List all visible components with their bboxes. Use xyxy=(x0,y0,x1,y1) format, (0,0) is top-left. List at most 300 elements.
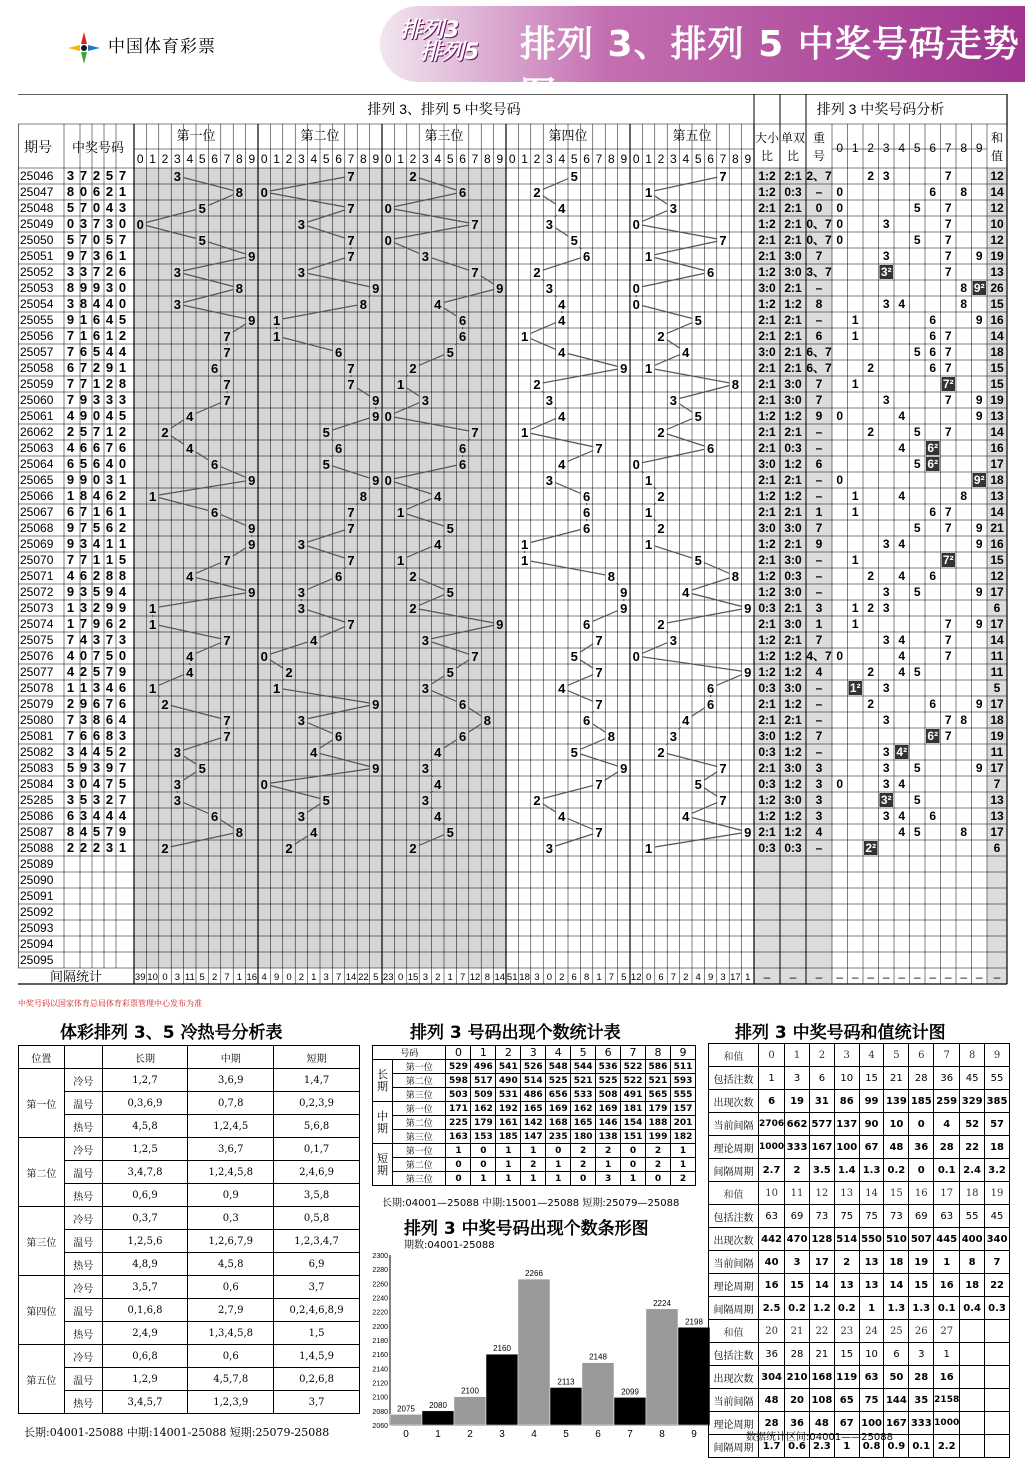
sum-cell: 28 xyxy=(934,1136,960,1159)
trend-marker: 2 xyxy=(409,841,417,856)
digit-header: 7 xyxy=(223,152,231,166)
trend-marker: 0 xyxy=(136,217,144,232)
analysis-digit: 2 xyxy=(867,569,875,583)
digit-header: 1 xyxy=(397,152,404,166)
period-label: 25072 xyxy=(20,585,54,599)
sum-cell: 1 xyxy=(859,1297,884,1320)
size-ratio: 1:2 xyxy=(758,809,776,823)
source-note: 中奖号码以国家体育总局体育彩票管理中心发布为准 xyxy=(18,999,202,1008)
count-cell: 第三位 xyxy=(392,1088,446,1102)
sum-label: 出现次数 xyxy=(709,1090,759,1113)
analysis-digit: 2² xyxy=(865,841,877,855)
number-digit: 0 xyxy=(118,456,127,471)
count-cell: 185 xyxy=(496,1130,521,1144)
count-cell: 544 xyxy=(571,1060,596,1074)
trend-marker: 6 xyxy=(582,713,591,728)
trend-marker: 4 xyxy=(310,825,318,840)
period-label: 25082 xyxy=(20,745,54,759)
number-digit: 4 xyxy=(79,744,88,759)
number-digit: 5 xyxy=(118,312,127,327)
number-digit: 1 xyxy=(66,600,75,615)
count-cell: 165 xyxy=(571,1116,596,1130)
trend-marker: 8 xyxy=(235,825,244,840)
trend-marker: 1 xyxy=(148,681,157,696)
analysis-digit-header: 2 xyxy=(867,141,875,155)
odd-ratio: 3:0 xyxy=(784,521,802,535)
pos-header-4: 第四位 xyxy=(548,128,588,143)
digit-header: 0 xyxy=(384,152,392,166)
period-label: 25050 xyxy=(20,233,54,247)
analysis-digit: 5 xyxy=(913,825,921,839)
count-cell: 第二位 xyxy=(392,1158,446,1172)
analysis-digit: 3 xyxy=(882,713,890,727)
trend-marker: 9 xyxy=(372,761,380,776)
sum-value: 17 xyxy=(990,761,1004,775)
analysis-digit: 8 xyxy=(960,281,968,295)
trend-marker: 7 xyxy=(347,361,355,376)
sum-cell: 577 xyxy=(809,1113,834,1136)
trend-marker: 7 xyxy=(223,553,231,568)
sum-cell: 128 xyxy=(809,1228,834,1251)
odd-ratio: 1:2 xyxy=(784,457,802,471)
period-label: 25046 xyxy=(20,169,54,183)
trend-marker: 7 xyxy=(595,777,603,792)
stat-dash: – xyxy=(929,970,937,984)
trend-marker: 6 xyxy=(582,505,591,520)
bar-value-label: 2099 xyxy=(621,1387,639,1397)
cold-cell: 4,5,8 xyxy=(188,1253,274,1276)
size-ratio: 1:2 xyxy=(758,649,776,663)
number-digit: 6 xyxy=(92,328,101,343)
number-digit: 6 xyxy=(105,712,114,727)
digit-header: 2 xyxy=(285,152,293,166)
cold-row xyxy=(19,1184,360,1207)
stat-dash: – xyxy=(898,970,906,984)
analysis-digit: 3 xyxy=(882,169,890,183)
bar-2 xyxy=(454,1397,486,1425)
brand-name: 中国体育彩票 xyxy=(108,37,216,57)
count-cell: 514 xyxy=(521,1074,546,1088)
number-digit: 2 xyxy=(66,424,75,439)
number-digit: 6 xyxy=(79,568,88,583)
sum-cell: 0.1 xyxy=(934,1159,960,1182)
period-label: 25068 xyxy=(20,521,54,535)
size-ratio: 1:2 xyxy=(758,793,776,807)
analysis-digit: 2 xyxy=(867,697,875,711)
number-digit: 9 xyxy=(66,520,75,535)
trend-marker: 5 xyxy=(694,553,702,568)
size-ratio: 0:3 xyxy=(758,777,776,791)
count-header: 号码 xyxy=(373,1046,446,1060)
period-label: 25059 xyxy=(20,377,54,391)
number-digit: 7 xyxy=(79,552,88,567)
sum-head-cell: 5 xyxy=(884,1044,909,1067)
odd-ratio: 0:3 xyxy=(784,569,802,583)
repeat-number: – xyxy=(815,313,823,327)
digit-header: 3 xyxy=(298,152,305,166)
sum-value: 13 xyxy=(990,265,1004,279)
sum-head-cell: 14 xyxy=(859,1182,884,1205)
analysis-header: 大小 xyxy=(754,131,780,145)
col-position: 位置 xyxy=(19,1046,65,1069)
analysis-digit: 9 xyxy=(975,697,983,711)
analysis-digit-header: 0 xyxy=(836,141,844,155)
stat-value: 5 xyxy=(373,972,379,983)
x-tick-label: 8 xyxy=(659,1429,665,1440)
number-digit: 2 xyxy=(118,616,127,631)
pos-header-1: 第一位 xyxy=(176,128,216,143)
count-cell: 525 xyxy=(596,1074,621,1088)
count-cell: 199 xyxy=(645,1130,670,1144)
repeat-number: 7 xyxy=(815,249,823,263)
analysis-digit: 3 xyxy=(882,809,890,823)
analysis-digit: 4 xyxy=(898,825,906,839)
analysis-digit: 9 xyxy=(975,409,983,423)
count-cell: 142 xyxy=(521,1116,546,1130)
trend-marker: 9 xyxy=(496,617,504,632)
sum-footer: 数据统计区间:04001——25088 xyxy=(746,1432,893,1443)
odd-ratio: 2:1 xyxy=(784,217,802,231)
analysis-digit: 5 xyxy=(913,425,921,439)
trend-marker: 3 xyxy=(297,585,306,600)
repeat-number: 3 xyxy=(815,761,823,775)
trend-marker: 7 xyxy=(223,329,231,344)
cold-cell: 温号 xyxy=(64,1299,102,1322)
sum-cell: 139 xyxy=(884,1090,909,1113)
count-cell: 2 xyxy=(521,1158,546,1172)
sum-head-cell xyxy=(985,1320,1010,1343)
stat-dash: – xyxy=(867,970,875,984)
number-digit: 1 xyxy=(66,488,75,503)
sum-cell: 55 xyxy=(960,1205,985,1228)
sum-cell: 0.1 xyxy=(934,1297,960,1320)
cold-row xyxy=(19,1230,360,1253)
count-cell: 第一位 xyxy=(392,1102,446,1116)
analysis-digit: 7 xyxy=(944,233,952,247)
repeat-number: 1 xyxy=(815,505,823,519)
analysis-digit: 2 xyxy=(867,425,875,439)
stat-value: 1 xyxy=(311,972,317,983)
sum-cell: 21 xyxy=(884,1067,909,1090)
odd-ratio: 1:2 xyxy=(784,489,802,503)
stat-value: 8 xyxy=(484,972,491,983)
number-digit: 7 xyxy=(79,248,88,263)
cold-cell: 热号 xyxy=(64,1184,102,1207)
trend-marker: 7 xyxy=(595,441,603,456)
repeat-number: 4 xyxy=(815,825,823,839)
trend-marker: 1 xyxy=(148,601,157,616)
period-label: 25093 xyxy=(20,921,54,935)
sum-head-cell: 16 xyxy=(909,1182,934,1205)
analysis-digit: 9 xyxy=(975,393,983,407)
cold-row xyxy=(19,1253,360,1276)
size-ratio: 1:2 xyxy=(758,489,776,503)
analysis-digit: 6² xyxy=(927,729,939,743)
analysis-digit: 3 xyxy=(882,537,890,551)
trend-marker: 7 xyxy=(347,617,355,632)
number-digit: 1 xyxy=(105,552,114,567)
count-cell: 0 xyxy=(446,1172,471,1186)
count-cell: 1 xyxy=(546,1172,571,1186)
analysis-digit: 6 xyxy=(929,505,937,519)
analysis-digit: 9 xyxy=(975,617,983,631)
sum-cell: 14 xyxy=(884,1274,909,1297)
analysis-digit: 7 xyxy=(944,713,952,727)
number-digit: 6 xyxy=(92,184,101,199)
digit-header: 9 xyxy=(744,152,752,166)
y-tick-label: 2300 xyxy=(372,1253,388,1260)
number-digit: 1 xyxy=(105,536,114,551)
digit-header: 5 xyxy=(446,152,454,166)
x-tick-label: 3 xyxy=(499,1429,505,1440)
digit-header: 8 xyxy=(608,152,615,166)
number-digit: 3 xyxy=(79,712,88,727)
number-digit: 6 xyxy=(105,248,114,263)
sum-head-cell xyxy=(960,1320,985,1343)
number-digit: 0 xyxy=(118,296,127,311)
col-period: 期号 xyxy=(24,139,52,155)
number-digit: 4 xyxy=(118,344,127,359)
trend-marker: 2 xyxy=(285,665,293,680)
sum-cell: 507 xyxy=(909,1228,934,1251)
digit-header: 3 xyxy=(174,152,181,166)
size-ratio: 2:1 xyxy=(758,201,776,215)
sum-cell: 100 xyxy=(859,1412,884,1435)
period-label: 25075 xyxy=(20,633,54,647)
sum-cell: 40 xyxy=(759,1251,785,1274)
sum-value: 17 xyxy=(990,457,1004,471)
period-label: 25047 xyxy=(20,185,54,199)
trend-marker: 3 xyxy=(173,297,182,312)
trend-marker: 0 xyxy=(632,649,640,664)
sum-cell: 662 xyxy=(785,1113,810,1136)
digit-header: 4 xyxy=(186,152,194,166)
sum-cell: 15 xyxy=(859,1067,884,1090)
trend-marker: 4 xyxy=(682,345,690,360)
number-digit: 8 xyxy=(105,728,114,743)
count-cell: 521 xyxy=(571,1074,596,1088)
analysis-digit: 4 xyxy=(898,441,906,455)
lottery-logo-icon xyxy=(66,30,102,66)
number-digit: 6 xyxy=(92,440,101,455)
sum-cell xyxy=(985,1435,1010,1458)
stat-value: 5 xyxy=(621,972,627,983)
trend-marker: 7 xyxy=(719,793,727,808)
size-ratio: 2:1 xyxy=(758,473,776,487)
digit-header: 3 xyxy=(670,152,677,166)
sum-value: 6 xyxy=(993,601,1001,615)
digit-header: 2 xyxy=(533,152,541,166)
count-cell: 526 xyxy=(521,1060,546,1074)
trend-marker: 9 xyxy=(248,585,256,600)
sum-cell: 86 xyxy=(834,1090,859,1113)
sum-cell: 400 xyxy=(960,1228,985,1251)
sum-cell: 20 xyxy=(785,1389,810,1412)
number-digit: 3 xyxy=(79,264,88,279)
sum-cell: 2 xyxy=(834,1251,859,1274)
cold-cell: 0,1,7 xyxy=(274,1138,360,1161)
digit-header: 2 xyxy=(409,152,417,166)
repeat-number: 3 xyxy=(815,601,823,615)
odd-ratio: 3:0 xyxy=(784,681,802,695)
number-digit: 4 xyxy=(118,584,127,599)
trend-marker: 3 xyxy=(545,841,554,856)
number-digit: 7 xyxy=(66,632,75,647)
number-digit: 7 xyxy=(79,168,88,183)
size-ratio: 0:3 xyxy=(758,681,776,695)
y-tick-label: 2240 xyxy=(372,1295,388,1303)
count-cell: 0 xyxy=(621,1158,646,1172)
trend-marker: 3 xyxy=(297,809,306,824)
count-cell: 180 xyxy=(571,1130,596,1144)
trend-marker: 8 xyxy=(359,297,368,312)
analysis-digit: 8 xyxy=(960,713,968,727)
count-cell: 163 xyxy=(446,1130,471,1144)
cold-cell: 2,4,6,9 xyxy=(274,1161,360,1184)
count-cell: 169 xyxy=(596,1102,621,1116)
period-label: 25079 xyxy=(20,697,54,711)
bar-value-label: 2198 xyxy=(685,1317,703,1327)
sum-value: 17 xyxy=(990,617,1004,631)
analysis-digit: 7 xyxy=(944,521,952,535)
repeat-number: 9 xyxy=(815,409,823,423)
sum-cell: 7 xyxy=(985,1251,1010,1274)
analysis-digit: 3² xyxy=(880,793,892,807)
trend-marker: 2 xyxy=(657,425,665,440)
count-cell: 第一位 xyxy=(392,1060,446,1074)
cold-row xyxy=(19,1368,360,1391)
count-cell: 1 xyxy=(521,1144,546,1158)
repeat-number: 7 xyxy=(815,377,823,391)
count-cell: 522 xyxy=(621,1074,646,1088)
count-cell: 1 xyxy=(546,1158,571,1172)
analysis-digit: 7 xyxy=(944,361,952,375)
position-cell: 第五位 xyxy=(19,1345,65,1414)
size-ratio: 2:1 xyxy=(758,425,776,439)
stat-value: 39 xyxy=(134,972,146,983)
sum-value: 15 xyxy=(990,377,1004,391)
stat-value: 0 xyxy=(645,972,652,983)
sum-cell: 259 xyxy=(934,1090,960,1113)
trend-marker: 6 xyxy=(210,361,219,376)
count-cell: 1 xyxy=(670,1158,695,1172)
sum-cell: 21 xyxy=(809,1343,834,1366)
cold-cell: 3,5,8 xyxy=(274,1184,360,1207)
number-digit: 8 xyxy=(79,296,88,311)
number-digit: 8 xyxy=(79,488,88,503)
stat-value: 2 xyxy=(683,972,689,983)
trend-marker: 1 xyxy=(644,841,653,856)
number-digit: 7 xyxy=(105,696,114,711)
sum-head-row xyxy=(709,1182,1010,1205)
trend-marker: 9 xyxy=(744,665,752,680)
bar-value-label: 2080 xyxy=(429,1400,447,1410)
trend-marker: 1 xyxy=(148,617,157,632)
number-digit: 3 xyxy=(92,632,101,647)
trend-marker: 1 xyxy=(644,185,653,200)
number-digit: 3 xyxy=(79,216,88,231)
trend-marker: 6 xyxy=(210,457,219,472)
number-digit: 5 xyxy=(118,408,127,423)
trend-marker: 0 xyxy=(260,777,268,792)
sum-value: 14 xyxy=(990,633,1004,647)
trend-marker: 6 xyxy=(210,809,219,824)
stat-value: 3 xyxy=(534,972,540,983)
size-ratio: 0:3 xyxy=(758,745,776,759)
number-digit: 2 xyxy=(105,376,114,391)
count-cell: 179 xyxy=(645,1102,670,1116)
trend-marker: 4 xyxy=(434,489,442,504)
number-digit: 2 xyxy=(79,664,88,679)
sum-head-cell: 23 xyxy=(834,1320,859,1343)
stat-value: 18 xyxy=(519,972,530,983)
sum-cell: 22 xyxy=(985,1274,1010,1297)
sum-value: 5 xyxy=(993,681,1001,695)
sum-title: 排列 3 中奖号码和值统计图 xyxy=(735,1023,946,1043)
count-digit-header: 6 xyxy=(596,1046,621,1060)
cold-cell: 1,2,7 xyxy=(102,1069,188,1092)
count-cell: 181 xyxy=(621,1102,646,1116)
trend-marker: 3 xyxy=(173,793,182,808)
sum-row xyxy=(709,1366,1010,1389)
trend-marker: 6 xyxy=(582,521,591,536)
sum-cell: 4 xyxy=(934,1113,960,1136)
count-digit-header: 4 xyxy=(546,1046,571,1060)
trend-marker: 3 xyxy=(297,713,306,728)
bar-value-label: 2266 xyxy=(525,1269,543,1279)
count-cell: 541 xyxy=(496,1060,521,1074)
trend-marker: 6 xyxy=(582,617,591,632)
sum-cell: 6 xyxy=(809,1067,834,1090)
sum-cell: 2.7 xyxy=(759,1159,785,1182)
sum-label: 理论周期 xyxy=(709,1136,759,1159)
count-cell: 201 xyxy=(670,1116,695,1130)
analysis-digit: 0 xyxy=(836,649,844,663)
sum-cell: 2 xyxy=(785,1159,810,1182)
cold-cell: 1,2,5 xyxy=(102,1138,188,1161)
count-cell: 153 xyxy=(471,1130,496,1144)
analysis-digit: 3² xyxy=(880,265,892,279)
trend-marker: 4 xyxy=(310,633,318,648)
number-digit: 2 xyxy=(118,744,127,759)
sum-cell: 19 xyxy=(909,1251,934,1274)
sum-cell: 28 xyxy=(909,1366,934,1389)
count-cell: 2 xyxy=(645,1144,670,1158)
analysis-digit: 9 xyxy=(975,585,983,599)
y-tick-label: 2080 xyxy=(372,1408,388,1416)
sum-cell xyxy=(985,1366,1010,1389)
digit-header: 2 xyxy=(657,152,665,166)
sum-row xyxy=(709,1343,1010,1366)
number-digit: 8 xyxy=(92,712,101,727)
count-cell: 225 xyxy=(446,1116,471,1130)
analysis-digit: 0 xyxy=(836,409,844,423)
cold-cell: 冷号 xyxy=(64,1345,102,1368)
cold-cell: 1,2,6,7,9 xyxy=(188,1230,274,1253)
number-digit: 2 xyxy=(105,264,114,279)
sum-value: 13 xyxy=(990,793,1004,807)
sum-cell: 73 xyxy=(884,1205,909,1228)
trend-marker: 2 xyxy=(161,697,169,712)
count-digit-header: 2 xyxy=(496,1046,521,1060)
trend-marker: 5 xyxy=(446,665,454,680)
trend-marker: 7 xyxy=(719,233,727,248)
stat-value: 16 xyxy=(246,972,258,983)
sum-row xyxy=(709,1205,1010,1228)
sum-cell: 2158 xyxy=(934,1389,960,1412)
analysis-digit-header: 6 xyxy=(929,141,937,155)
period-label: 26062 xyxy=(20,425,54,439)
